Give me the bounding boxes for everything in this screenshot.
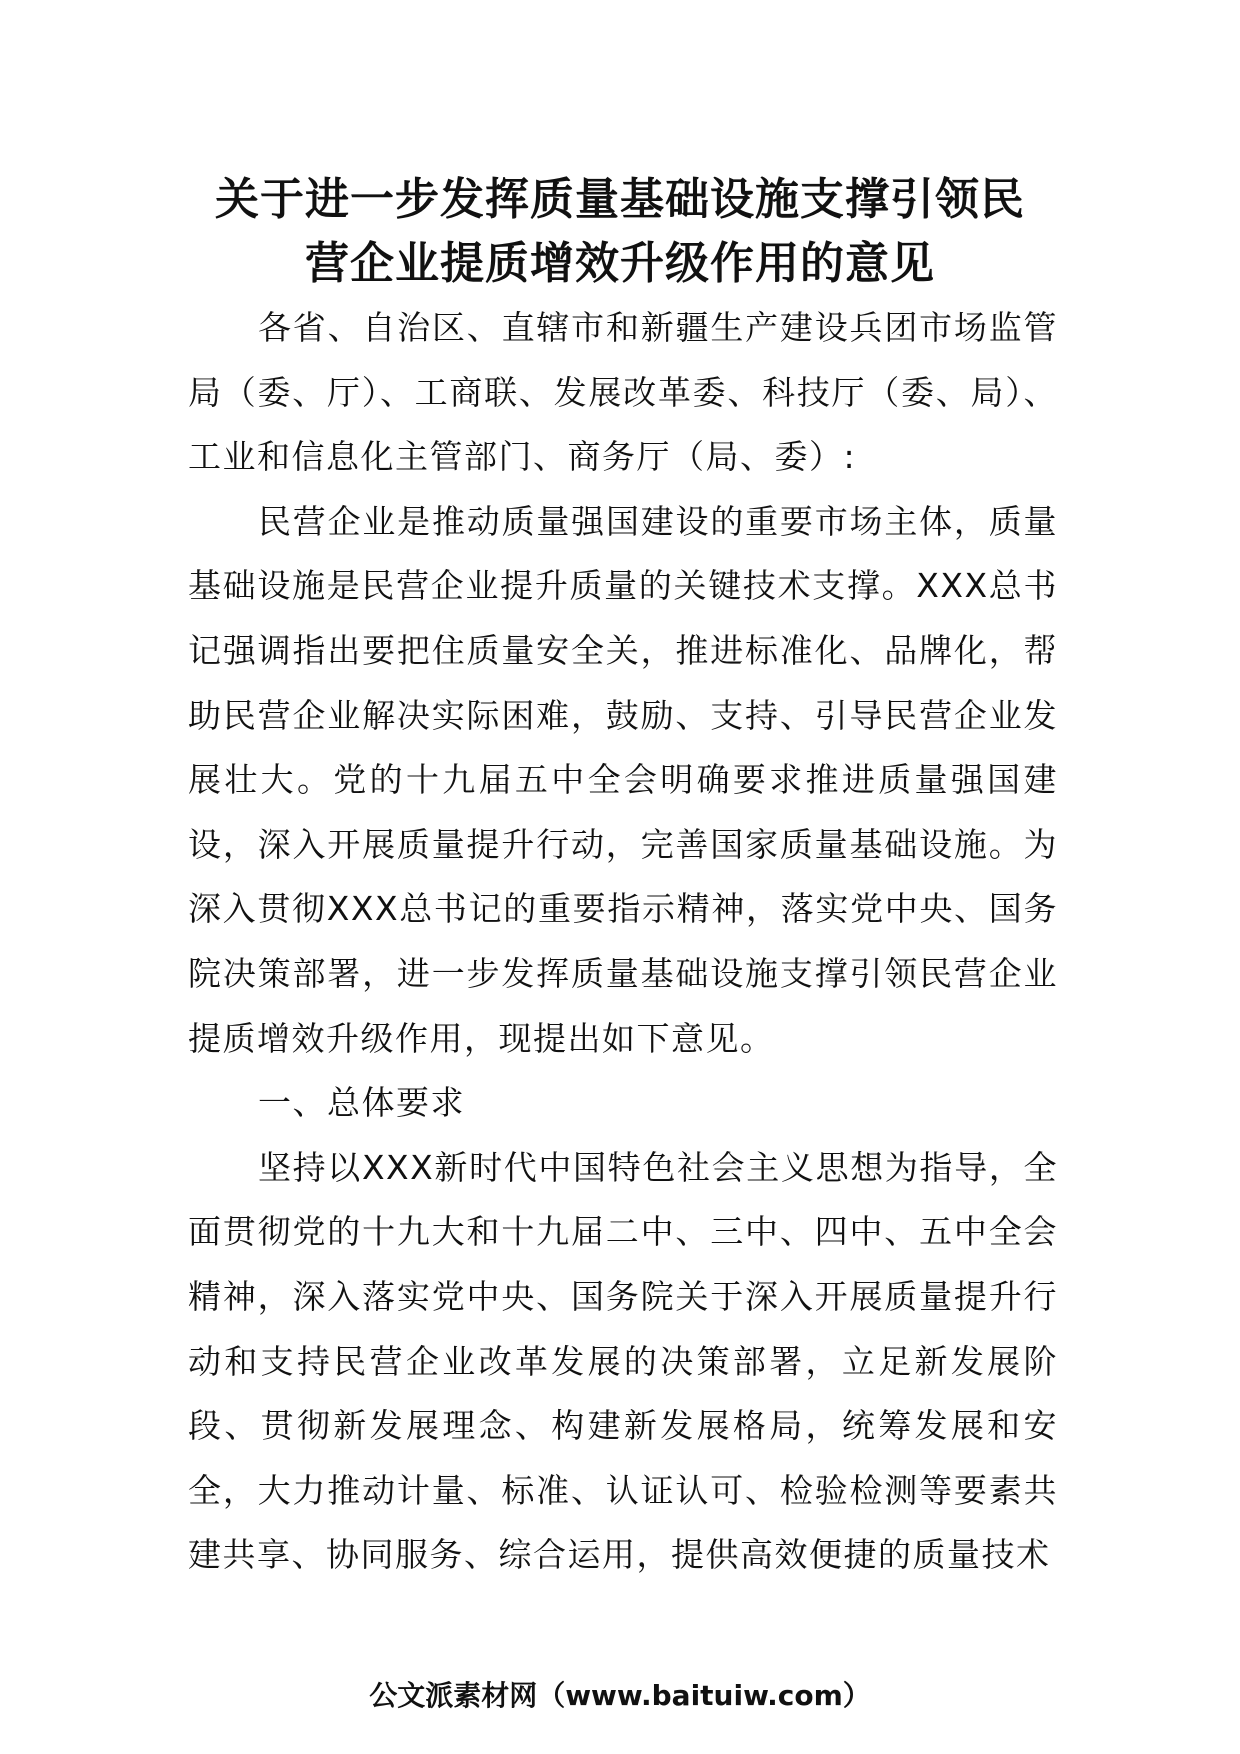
addressee-paragraph: 各省、自治区、直辖市和新疆生产建设兵团市场监管局（委、厅）、工商联、发展改革委、科技厅（委、局）、工业和信息化主管部门、商务厅（局、委）: bbox=[188, 308, 1058, 477]
body-paragraph-2: 坚持以XXX新时代中国特色社会主义思想为指导，全面贯彻党的十九大和十九届二中、三中、四中、五中全会精神，深入落实党中央、国务院关于深入开展质量提升行动和支持民营企业改革发展的决策部署，立足新发展阶段、贯彻新发展理念、构建新发展格局，统筹发展和安全，大力推动计量、标准、认证认可、检验检测等要素共建共享、协同服务、综合运用，提供高效便捷的质量技术 bbox=[188, 1147, 1058, 1575]
section-heading-general-requirements: 一、总体要求 bbox=[258, 1083, 465, 1123]
document-title-line-1: 关于进一步发挥质量基础设施支撑引领民 bbox=[215, 174, 1025, 225]
body-paragraph-1: 民营企业是推动质量强国建设的重要市场主体，质量基础设施是民营企业提升质量的关键技术支撑。XXX总书记强调指出要把住质量安全关，推进标准化、品牌化，帮助民营企业解决实际困难，鼓励、支持、引导民营企业发展壮大。党的十九届五中全会明确要求推进质量强国建设，深入开展质量提升行动，完善国家质量基础设施。为深入贯彻XXX总书记的重要指示精神，落实党中央、国务院决策部署，进一步发挥质量基础设施支撑引领民营企业提质增效升级作用，现提出如下意见。 bbox=[188, 501, 1058, 1058]
document-body bbox=[188, 296, 1058, 1588]
footer-watermark: 公文派素材网（www.baituiw.com） bbox=[369, 1679, 871, 1712]
document-title-line-2: 营企业提质增效升级作用的意见 bbox=[305, 238, 935, 289]
